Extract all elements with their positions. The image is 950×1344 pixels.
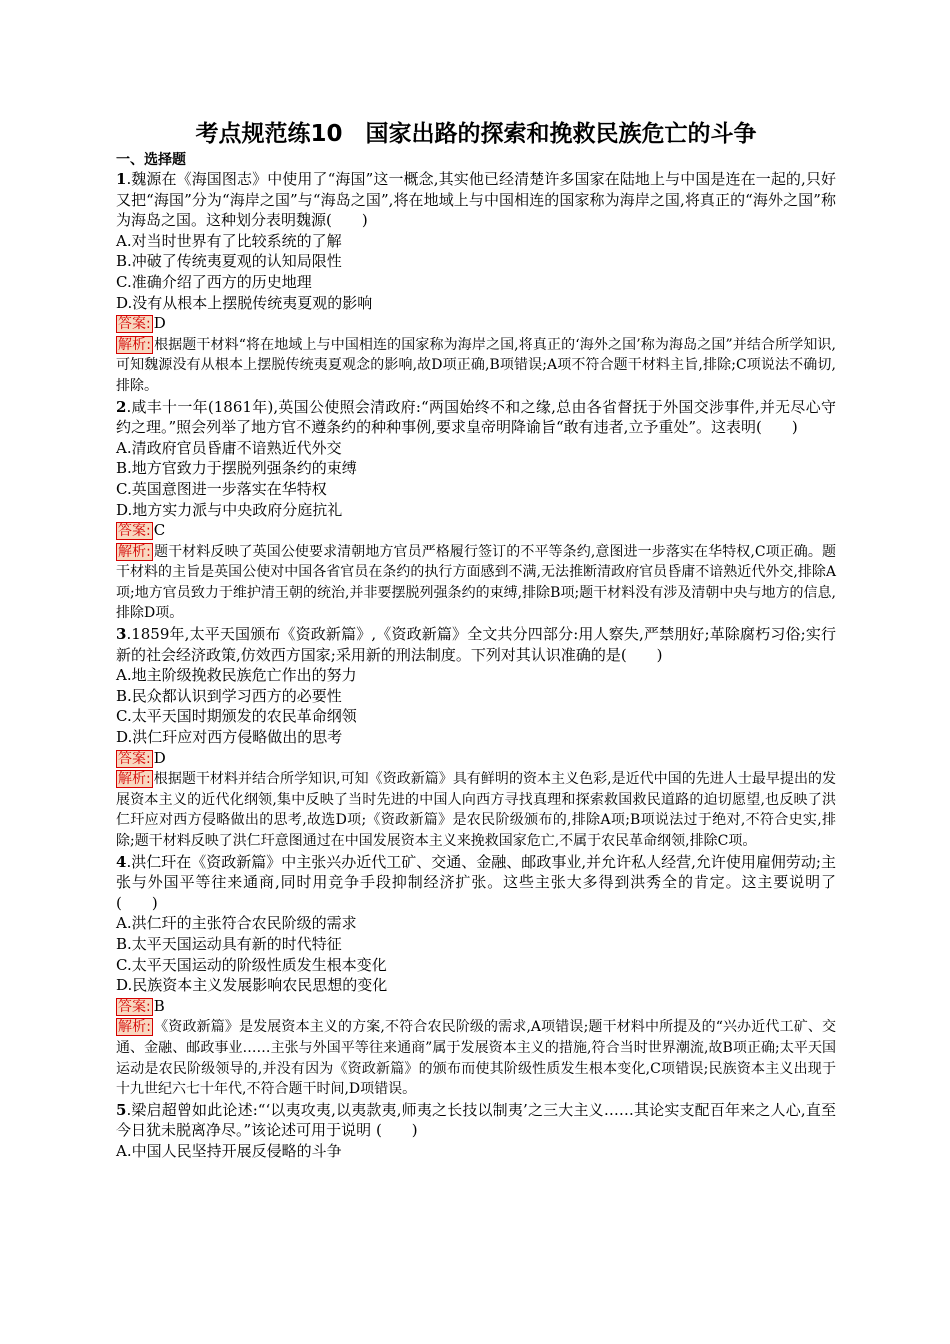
analysis-text: 根据题干材料并结合所学知识,可知《资政新篇》具有鲜明的资本主义色彩,是近代中国的先进人士最早提出的发展资本主义的近代化纲领,集中反映了当时先进的中国人向西方寻找真理和探索救国救民道路的迫切愿望,也反映了洪仁玕应对西方侵略做出的思考,故选D项;《资政新篇》是农民阶级颁布的,排除A项;B项说法过于绝对,不符合史实,排除;题干材料反映了洪仁玕意图通过在中国发展资本主义来挽救国家危亡,不属于农民革命纲领,排除C项。 <box>116 771 837 849</box>
option-c: C.太平天国运动的阶级性质发生根本变化 <box>116 955 387 974</box>
question-stem <box>116 624 836 665</box>
analysis-line <box>116 1017 836 1099</box>
question-text: .咸丰十一年(1861年),英国公使照会清政府:“两国始终不和之缘,总由各省督抚于外国交涉事件,并无尽心守约之理。”照会列举了地方官不遵条约的种种事例,要求皇帝明降谕旨“敢有违者,立予重处”。这表明( ) <box>116 397 836 437</box>
answer-line <box>116 313 836 335</box>
question-number: 4 <box>116 852 127 871</box>
question-stem <box>116 169 836 231</box>
question-number: 1 <box>116 170 127 188</box>
analysis-text: 根据题干材料“将在地域上与中国相连的国家称为海岸之国,将真正的‘海外之国’称为海岛之国”并结合所学知识,可知魏源没有从根本上摆脱传统夷夏观念的影响,故D项正确,B项错误;A项不符合题干材料主旨,排除;C项说法不确切,排除。 <box>116 336 836 394</box>
option-c: C.准确介绍了西方的历史地理 <box>116 272 312 291</box>
option-b: B.民众都认识到学习西方的必要性 <box>116 686 342 705</box>
analysis-tag: 解析: <box>118 1019 152 1036</box>
analysis-line <box>116 542 836 624</box>
option-b: B.地方官致力于摆脱列强条约的束缚 <box>116 459 357 478</box>
analysis-tag: 解析: <box>118 771 151 788</box>
answer-tag: 答案: <box>118 750 151 767</box>
option-d: D.洪仁玕应对西方侵略做出的思考 <box>116 728 343 747</box>
analysis-line <box>116 769 836 851</box>
answer-value: D <box>153 314 166 333</box>
option-a: A.对当时世界有了比较系统的了解 <box>116 231 342 250</box>
option-b: B.太平天国运动具有新的时代特征 <box>116 934 342 953</box>
option-a: A.中国人民坚持开展反侵略的斗争 <box>116 1141 342 1160</box>
option-a: A.地主阶级挽救民族危亡作出的努力 <box>116 666 357 685</box>
section-heading: 一、选择题 <box>116 152 186 168</box>
question-5 <box>116 1100 836 1162</box>
option-d: D.没有从根本上摆脱传统夷夏观的影响 <box>116 293 373 312</box>
question-3 <box>116 624 836 852</box>
question-2 <box>116 397 836 625</box>
option-c: C.太平天国时期颁发的农民革命纲领 <box>116 707 357 726</box>
question-text: .梁启超曾如此论述:“‘以夷攻夷,以夷款夷,师夷之长技以制夷’之三大主义……其论实支配百年来之人心,直至今日犹未脱离净尽。”该论述可用于说明 ( ) <box>116 1100 836 1140</box>
option-c: C.英国意图进一步落实在华特权 <box>116 479 327 498</box>
question-4 <box>116 852 836 1100</box>
answer-line <box>116 996 836 1018</box>
analysis-tag: 解析: <box>118 543 151 560</box>
page-title: 考点规范练10 国家出路的探索和挽救民族危亡的斗争 <box>195 121 757 147</box>
option-d: D.民族资本主义发展影响农民思想的变化 <box>116 976 388 995</box>
question-number: 3 <box>116 625 127 644</box>
question-text: .1859年,太平天国颁布《资政新篇》,《资政新篇》全文共分四部分:用人察失,严禁朋好;革除腐朽习俗;实行新的社会经济政策,仿效西方国家;采用新的刑法制度。下列对其认识准确的是( ) <box>116 625 836 664</box>
question-stem <box>116 397 836 438</box>
answer-tag: 答案: <box>118 998 151 1015</box>
answer-value: B <box>153 996 165 1015</box>
answer-value: D <box>153 748 166 767</box>
question-stem <box>116 852 836 914</box>
question-text: .魏源在《海国图志》中使用了“海国”这一概念,其实他已经清楚许多国家在陆地上与中国是连在一起的,只好又把“海国”分为“海岸之国”与“海岛之国”,将在地域上与中国相连的国家称为海岸之国,将真正的“海外之国”称为海岛之国。这种划分表明魏源( ) <box>116 170 836 230</box>
answer-tag: 答案: <box>118 316 151 333</box>
question-1 <box>116 169 836 397</box>
question-text: .洪仁玕在《资政新篇》中主张兴办近代工矿、交通、金融、邮政事业,并允许私人经营,允许使用雇佣劳动;主张与外国平等往来通商,同时用竞争手段抑制经济扩张。这些主张大多得到洪秀全的肯定。这主要说明了( ) <box>116 852 836 912</box>
option-a: A.洪仁玕的主张符合农民阶级的需求 <box>116 914 357 933</box>
question-number: 2 <box>116 397 127 416</box>
answer-line <box>116 748 836 770</box>
option-b: B.冲破了传统夷夏观的认知局限性 <box>116 252 342 271</box>
option-a: A.清政府官员昏庸不谙熟近代外交 <box>116 438 342 457</box>
analysis-text: 《资政新篇》是发展资本主义的方案,不符合农民阶级的需求,A项错误;题干材料中所提及的“兴办近代工矿、交通、金融、邮政事业……主张与外国平等往来通商”属于发展资本主义的措施,符合当时世界潮流,故B项正确;太平天国运动是农民阶级领导的,并没有因为《资政新篇》的颁布而使其阶级性质发生根本变化,C项错误;民族资本主义出现于十九世纪六七十年代,不符合题干时间,D项错误。 <box>116 1019 837 1098</box>
answer-tag: 答案: <box>118 523 151 540</box>
analysis-text: 题干材料反映了英国公使要求清朝地方官员严格履行签订的不平等条约,意图进一步落实在华特权,C项正确。题干材料的主旨是英国公使对中国各省官员在条约的执行方面感到不满,无法推断清政府官员昏庸不谙熟近代外交,排除A项;地方官员致力于维护清王朝的统治,并非要摆脱列强条约的束缚,排除B项;题干材料没有涉及清朝中央与地方的信息,排除D项。 <box>116 543 836 622</box>
analysis-tag: 解析: <box>118 336 151 353</box>
answer-line <box>116 520 836 542</box>
document-page <box>116 120 836 1162</box>
analysis-line <box>116 335 836 397</box>
question-number: 5 <box>116 1100 127 1119</box>
option-d: D.地方实力派与中央政府分庭抗礼 <box>116 500 343 519</box>
question-stem <box>116 1100 836 1141</box>
answer-value: C <box>153 521 166 540</box>
